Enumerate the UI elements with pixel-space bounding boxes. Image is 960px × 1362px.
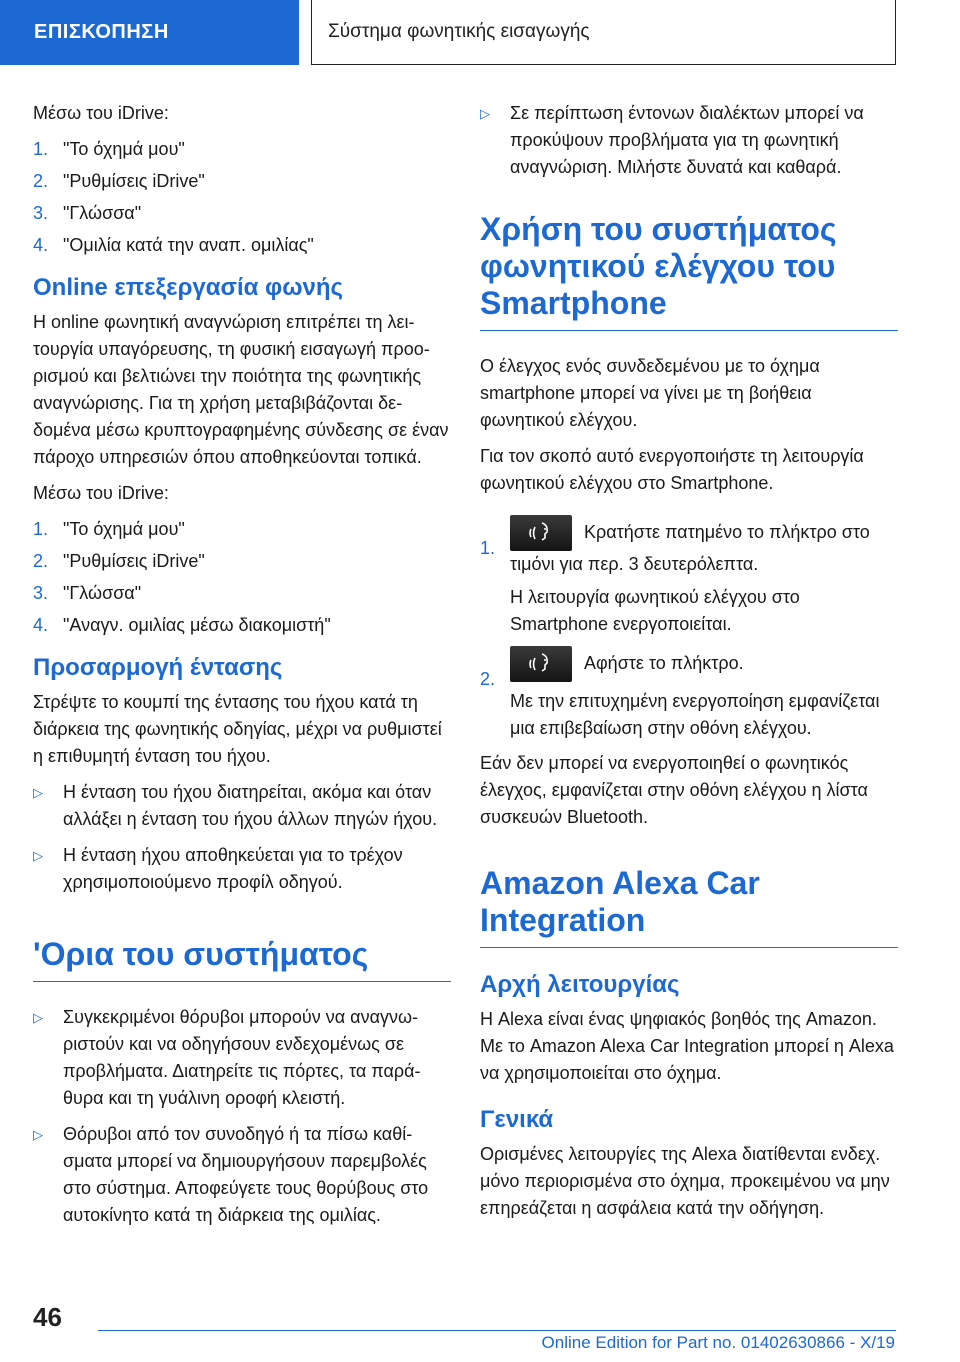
principle-heading: Αρχή λειτουργίας — [480, 971, 680, 998]
triangle-right-icon: ▷ — [480, 106, 490, 121]
step-2: 2. Αφήστε το πλήκτρο. Με την επιτυχημένη ενεργοποίηση εμφανίζεται μια επιβεβαίωση στην οθόνη ελέγχου. — [480, 646, 898, 742]
right-column — [480, 100, 898, 1231]
online-text: Η online φωνητική αναγνώριση επιτρέπει τη λειτουργία υπαγόρευσης, τη φυσική εισαγωγή προορισμού και βελτιώνει την ποιότητα της φωνητικής αναγνώρισης. Για τη χρήση μεταβιβάζονται δεδομένα μέσω κρυπτογραφημένης σύνδεσης σε έναν πάροχο υπηρεσιών όπου αποθηκεύονται τοπικά. — [33, 312, 449, 467]
list-item: ▷ Θόρυβοι από τον συνοδηγό ή τα πίσω καθίσματα μπορεί να δημιουργήσουν παρεμβολές στο σύστημα. Αποφεύγετε τους θορύβους στο αυτοκίνητο κατά τη διάρκεια της ομιλίας. — [33, 1121, 451, 1229]
smartphone-p2: Για τον σκοπό αυτό ενεργοποιήστε τη λειτουργία φωνητικού ελέγχου στο Smartphone. — [480, 446, 864, 493]
list-item: 1. "Το όχημά μου" — [33, 519, 185, 539]
idrive-intro: Μέσω του iDrive: — [33, 103, 169, 123]
general-heading: Γενικά — [480, 1106, 554, 1133]
principle-text: Η Alexa είναι ένας ψηφιακός βοηθός της Amazon. Με το Amazon Alexa Car Integration μπορεί η Alexa να χρησιμοποιείται στο όχημα. — [480, 1009, 894, 1083]
list-item: 3. "Γλώσσα" — [33, 583, 142, 603]
footer-divider — [98, 1330, 896, 1331]
list-item: 1. "Το όχημά μου" — [33, 139, 185, 159]
triangle-right-icon: ▷ — [33, 785, 43, 800]
volume-bullets — [33, 779, 451, 896]
list-item: 4. "Ομιλία κατά την αναπ. ομιλίας" — [33, 235, 314, 255]
online-heading: Online επεξεργασία φωνής — [33, 274, 343, 301]
list-item: ▷ Η ένταση του ήχου διατηρείται, ακόμα και όταν αλλάξει η ένταση του ήχου άλλων πηγών ήχου. — [33, 779, 451, 833]
limits-bullets — [33, 1004, 451, 1229]
list-item: ▷ Σε περίπτωση έντονων διαλέκτων μπορεί να προκύψουν προβλήματα για τη φωνητική αναγνώριση. Μιλήστε δυνατά και καθαρά. — [480, 100, 898, 181]
list-item: 4. "Αναγν. ομιλίας μέσω διακομιστή" — [33, 615, 331, 635]
smartphone-heading: Χρήση του συστήματος φωνητικού ελέγχου του Smartphone — [480, 211, 898, 331]
volume-heading: Προσαρμογή έντασης — [33, 654, 283, 681]
triangle-right-icon: ▷ — [33, 1010, 43, 1025]
triangle-right-icon: ▷ — [33, 1127, 43, 1142]
list-item: ▷ Η ένταση ήχου αποθηκεύεται για το τρέχον χρησιμοποιούμενο προφίλ οδηγού. — [33, 842, 451, 896]
dialect-bullet — [480, 100, 898, 181]
voice-command-icon — [510, 646, 572, 682]
list-item: 2. "Ρυθμίσεις iDrive" — [33, 171, 205, 191]
list-item: ▷ Συγκεκριμένοι θόρυβοι μπορούν να αναγνωριστούν και να οδηγήσουν ενδεχομένως σε προβλήματα. Διατηρείτε τις πόρτες, τα παράθυρα και τη γυάλινη οροφή κλειστή. — [33, 1004, 451, 1112]
list-item: 2. "Ρυθμίσεις iDrive" — [33, 551, 205, 571]
voice-command-icon — [510, 515, 572, 551]
volume-text: Στρέψτε το κουμπί της έντασης του ήχου κατά τη διάρκεια της φωνητικής οδηγίας, μέχρι να ρυθμιστεί η επιθυμητή ένταση του ήχου. — [33, 692, 442, 766]
edition-info: Online Edition for Part no. 01402630866 - X/19 — [541, 1333, 895, 1352]
left-column — [33, 100, 451, 1238]
page-number: 46 — [33, 1302, 62, 1332]
step-1: 1. Κρατήστε πατημένο το πλήκτρο στο τιμόνι για περ. 3 δευτερόλεπτα. Η λειτουργία φωνητικού ελέγχου στο Smartphone ενεργοποιείται. — [480, 515, 898, 638]
list-item: 3. "Γλώσσα" — [33, 203, 142, 223]
limits-heading: 'Ορια του συστήματος — [33, 936, 451, 982]
general-text: Ορισμένες λειτουργίες της Alexa διατίθενται ενδεχ. μόνο περιορισμένα στο όχημα, προκειμένου να μην επηρεάζεται η ασφάλεια κατά την οδήγηση. — [480, 1144, 890, 1218]
alexa-heading: Amazon Alexa Car Integration — [480, 865, 898, 948]
section-tab: ΕΠΙΣΚΟΠΗΣΗ — [0, 0, 299, 65]
server-steps — [33, 516, 451, 639]
triangle-right-icon: ▷ — [33, 848, 43, 863]
smartphone-p3: Εάν δεν μπορεί να ενεργοποιηθεί ο φωνητικός έλεγχος, εμφανίζεται στην οθόνη ελέγχου η λίστα συσκευών Bluetooth. — [480, 753, 868, 827]
language-steps — [33, 136, 451, 259]
idrive-intro-2: Μέσω του iDrive: — [33, 483, 169, 503]
smartphone-p1: Ο έλεγχος ενός συνδεδεμένου με το όχημα smartphone μπορεί να γίνει με τη βοήθεια φωνητικού ελέγχου. — [480, 356, 820, 430]
chapter-title: Σύστημα φωνητικής εισαγωγής — [311, 0, 896, 65]
